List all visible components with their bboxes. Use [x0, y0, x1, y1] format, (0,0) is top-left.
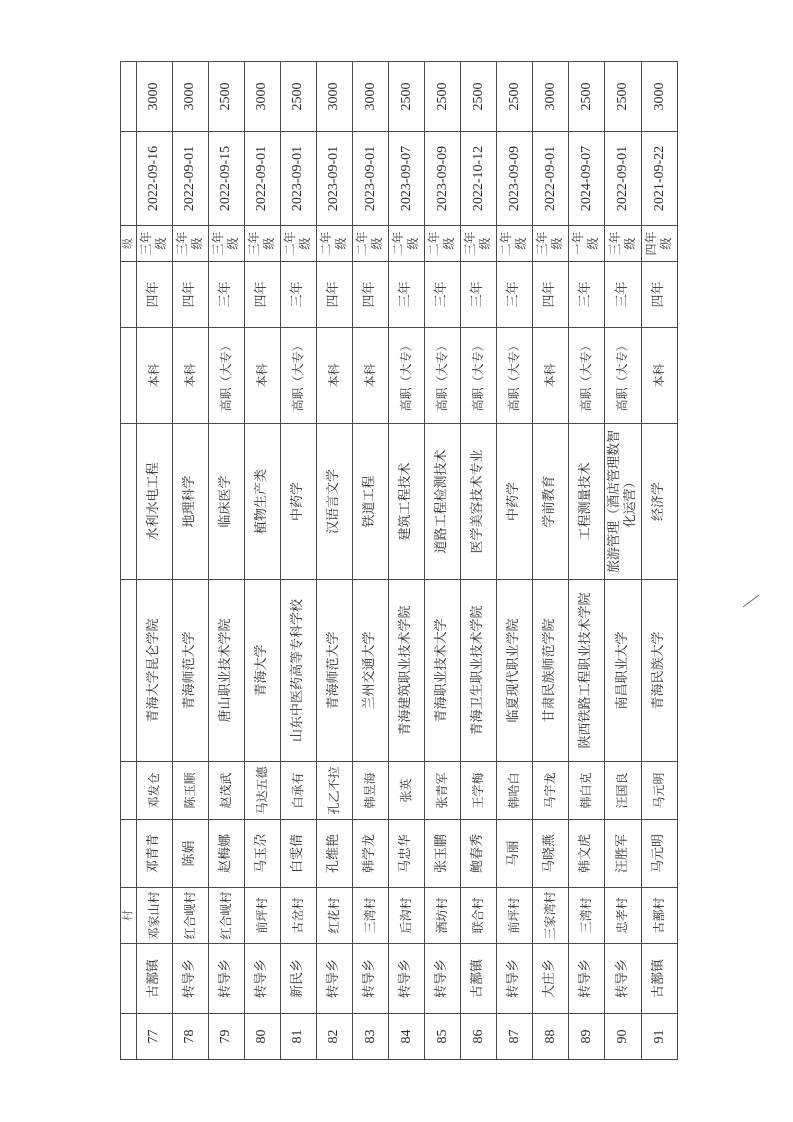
subsidy-table: [120, 61, 678, 1060]
village-cell: 红花村: [316, 888, 352, 944]
enroll-date-cell: 2023-09-01: [316, 132, 352, 226]
education-level-cell: 高职（大专）: [424, 328, 460, 424]
header-cell: [121, 762, 137, 820]
enroll-date-cell: 2022-09-01: [244, 132, 280, 226]
row-number: 82: [316, 1014, 352, 1060]
town-cell: 新民乡: [280, 944, 316, 1014]
village-cell: 古鄯村: [641, 888, 677, 944]
enroll-date-cell: 2022-10-12: [460, 132, 496, 226]
table-row: [568, 62, 604, 1060]
school-cell: 山东中医药高等专科学校: [280, 580, 316, 762]
grade-cell: 二年级: [388, 226, 424, 262]
student-name-cell: 马晓燕: [532, 820, 568, 888]
town-cell: 转导乡: [352, 944, 388, 1014]
town-cell: 转导乡: [208, 944, 244, 1014]
table-row: [172, 62, 208, 1060]
amount-cell: 2500: [424, 62, 460, 132]
header-cell: [121, 424, 137, 580]
grade-cell: 二年级: [424, 226, 460, 262]
town-cell: 转导乡: [172, 944, 208, 1014]
row-number: 80: [244, 1014, 280, 1060]
table-body: [121, 62, 678, 1060]
town-cell: 转导乡: [244, 944, 280, 1014]
amount-cell: 3000: [532, 62, 568, 132]
program-length-cell: 四年: [641, 262, 677, 328]
grade-cell: 三年级: [244, 226, 280, 262]
enroll-date-cell: 2022-09-15: [208, 132, 244, 226]
school-cell: 青海大学昆仑学院: [136, 580, 172, 762]
header-cell: [121, 580, 137, 762]
student-name-cell: 马丽: [496, 820, 532, 888]
header-cell: [121, 132, 137, 226]
student-name-cell: 马忠华: [388, 820, 424, 888]
major-cell: 地理科学: [172, 424, 208, 580]
program-length-cell: 四年: [532, 262, 568, 328]
enroll-date-cell: 2022-09-01: [604, 132, 641, 226]
table-row: [604, 62, 641, 1060]
table-row: [496, 62, 532, 1060]
student-name-cell: 白雯倩: [280, 820, 316, 888]
major-cell: 汉语言文学: [316, 424, 352, 580]
town-cell: 转导乡: [604, 944, 641, 1014]
village-cell: 酒坊村: [424, 888, 460, 944]
education-level-cell: 本科: [136, 328, 172, 424]
program-length-cell: 三年: [604, 262, 641, 328]
row-number: 77: [136, 1014, 172, 1060]
education-level-cell: 高职（大专）: [568, 328, 604, 424]
town-cell: 转导乡: [568, 944, 604, 1014]
program-length-cell: 四年: [172, 262, 208, 328]
education-level-cell: 高职（大专）: [460, 328, 496, 424]
program-length-cell: 三年: [280, 262, 316, 328]
town-cell: 古鄯镇: [460, 944, 496, 1014]
row-number: 88: [532, 1014, 568, 1060]
student-name-cell: 赵梅娜: [208, 820, 244, 888]
grade-cell: 二年级: [316, 226, 352, 262]
education-level-cell: 高职（大专）: [496, 328, 532, 424]
major-cell: 临床医学: [208, 424, 244, 580]
education-level-cell: 本科: [172, 328, 208, 424]
school-cell: 青海建筑职业技术学院: [388, 580, 424, 762]
village-cell: 三湾村: [352, 888, 388, 944]
major-cell: 铁道工程: [352, 424, 388, 580]
student-name-cell: 陈娟: [172, 820, 208, 888]
row-number: 90: [604, 1014, 641, 1060]
row-number: 78: [172, 1014, 208, 1060]
major-cell: 经济学: [641, 424, 677, 580]
village-cell: 前坪村: [244, 888, 280, 944]
parent-name-cell: 张青军: [424, 762, 460, 820]
town-cell: 古鄯镇: [136, 944, 172, 1014]
education-level-cell: 本科: [352, 328, 388, 424]
school-cell: 临夏现代职业学院: [496, 580, 532, 762]
row-number: 87: [496, 1014, 532, 1060]
header-cell: [121, 1014, 137, 1060]
program-length-cell: 三年: [424, 262, 460, 328]
town-cell: 大庄乡: [532, 944, 568, 1014]
parent-name-cell: 马达五德: [244, 762, 280, 820]
grade-cell: 二年级: [280, 226, 316, 262]
header-cell: [121, 328, 137, 424]
education-level-cell: 本科: [532, 328, 568, 424]
grade-cell: 三年级: [172, 226, 208, 262]
parent-name-cell: 韩哈白: [496, 762, 532, 820]
major-cell: 中药学: [496, 424, 532, 580]
town-cell: 转导乡: [388, 944, 424, 1014]
major-cell: 医学美容技术专业: [460, 424, 496, 580]
town-cell: 转导乡: [316, 944, 352, 1014]
town-cell: 转导乡: [496, 944, 532, 1014]
grade-cell: 一年级: [568, 226, 604, 262]
education-level-cell: 本科: [244, 328, 280, 424]
amount-cell: 2500: [460, 62, 496, 132]
enroll-date-cell: 2024-09-07: [568, 132, 604, 226]
village-cell: 三家湾村: [532, 888, 568, 944]
program-length-cell: 四年: [352, 262, 388, 328]
amount-cell: 3000: [352, 62, 388, 132]
header-cell: [121, 944, 137, 1014]
parent-name-cell: 陈玉顺: [172, 762, 208, 820]
education-level-cell: 高职（大专）: [208, 328, 244, 424]
program-length-cell: 三年: [568, 262, 604, 328]
row-number: 83: [352, 1014, 388, 1060]
header-cell: [121, 62, 137, 132]
student-name-cell: 孔维艳: [316, 820, 352, 888]
student-name-cell: 张玉鹏: [424, 820, 460, 888]
student-name-cell: 韩文虎: [568, 820, 604, 888]
village-cell: 古岔村: [280, 888, 316, 944]
village-cell: 红合岘村: [172, 888, 208, 944]
grade-cell: 三年级: [604, 226, 641, 262]
enroll-date-cell: 2022-09-16: [136, 132, 172, 226]
program-length-cell: 四年: [136, 262, 172, 328]
rotated-table-wrapper: [120, 62, 678, 1060]
grade-cell: 二年级: [496, 226, 532, 262]
amount-cell: 2500: [280, 62, 316, 132]
town-cell: 古鄯镇: [641, 944, 677, 1014]
school-cell: 甘肃民族师范学院: [532, 580, 568, 762]
school-cell: 青海职业技术大学: [424, 580, 460, 762]
enroll-date-cell: 2023-09-09: [424, 132, 460, 226]
program-length-cell: 三年: [460, 262, 496, 328]
program-length-cell: 四年: [244, 262, 280, 328]
education-level-cell: 高职（大专）: [388, 328, 424, 424]
enroll-date-cell: 2023-09-09: [496, 132, 532, 226]
table-row: [244, 62, 280, 1060]
grade-cell: 二年级: [352, 226, 388, 262]
row-number: 81: [280, 1014, 316, 1060]
town-cell: 转导乡: [424, 944, 460, 1014]
parent-name-cell: 张英: [388, 762, 424, 820]
row-number: 89: [568, 1014, 604, 1060]
parent-name-cell: 王学梅: [460, 762, 496, 820]
table-row: [280, 62, 316, 1060]
row-number: 91: [641, 1014, 677, 1060]
student-name-cell: 邓青青: [136, 820, 172, 888]
major-cell: 植物生产类: [244, 424, 280, 580]
parent-name-cell: 孔乙不拉: [316, 762, 352, 820]
header-cell: [121, 262, 137, 328]
table-row: [641, 62, 677, 1060]
school-cell: 南昌职业大学: [604, 580, 641, 762]
student-name-cell: 马玉尕: [244, 820, 280, 888]
amount-cell: 3000: [316, 62, 352, 132]
row-number: 84: [388, 1014, 424, 1060]
major-cell: 工程测量技术: [568, 424, 604, 580]
header-grade: 级: [121, 226, 137, 262]
school-cell: 兰州交通大学: [352, 580, 388, 762]
program-length-cell: 三年: [388, 262, 424, 328]
grade-cell: 四年级: [641, 226, 677, 262]
village-cell: 联合村: [460, 888, 496, 944]
amount-cell: 3000: [244, 62, 280, 132]
grade-cell: 三年级: [460, 226, 496, 262]
row-number: 85: [424, 1014, 460, 1060]
student-name-cell: 韩学龙: [352, 820, 388, 888]
header-cell: [121, 820, 137, 888]
school-cell: 青海卫生职业技术学院: [460, 580, 496, 762]
major-cell: 水利水电工程: [136, 424, 172, 580]
parent-name-cell: 汪国良: [604, 762, 641, 820]
education-level-cell: 本科: [641, 328, 677, 424]
school-cell: 唐山职业技术学院: [208, 580, 244, 762]
header-row: [121, 62, 137, 1060]
parent-name-cell: 赵茂武: [208, 762, 244, 820]
major-cell: 建筑工程技术: [388, 424, 424, 580]
village-cell: 前坪村: [496, 888, 532, 944]
student-name-cell: 马元明: [641, 820, 677, 888]
table-row: [208, 62, 244, 1060]
pen-mark: [742, 594, 760, 608]
table-row: [388, 62, 424, 1060]
village-cell: 邓家山村: [136, 888, 172, 944]
program-length-cell: 三年: [208, 262, 244, 328]
parent-name-cell: 白承有: [280, 762, 316, 820]
enroll-date-cell: 2023-09-01: [280, 132, 316, 226]
amount-cell: 3000: [641, 62, 677, 132]
program-length-cell: 三年: [496, 262, 532, 328]
grade-cell: 三年级: [532, 226, 568, 262]
amount-cell: 2500: [208, 62, 244, 132]
major-cell: 道路工程检测技术: [424, 424, 460, 580]
table-row: [136, 62, 172, 1060]
village-cell: 三湾村: [568, 888, 604, 944]
enroll-date-cell: 2021-09-22: [641, 132, 677, 226]
education-level-cell: 本科: [316, 328, 352, 424]
program-length-cell: 四年: [316, 262, 352, 328]
grade-cell: 三年级: [136, 226, 172, 262]
village-cell: 后沟村: [388, 888, 424, 944]
table-row: [352, 62, 388, 1060]
education-level-cell: 高职（大专）: [280, 328, 316, 424]
amount-cell: 2500: [388, 62, 424, 132]
parent-name-cell: 韩白克: [568, 762, 604, 820]
student-name-cell: 鲍春秀: [460, 820, 496, 888]
header-village: 村: [121, 888, 137, 944]
major-cell: 学前教育: [532, 424, 568, 580]
enroll-date-cell: 2023-09-07: [388, 132, 424, 226]
school-cell: 青海大学: [244, 580, 280, 762]
enroll-date-cell: 2023-09-01: [352, 132, 388, 226]
amount-cell: 2500: [496, 62, 532, 132]
amount-cell: 2500: [604, 62, 641, 132]
enroll-date-cell: 2022-09-01: [172, 132, 208, 226]
table-row: [532, 62, 568, 1060]
parent-name-cell: 马宇龙: [532, 762, 568, 820]
parent-name-cell: 韩昱海: [352, 762, 388, 820]
parent-name-cell: 邓发仓: [136, 762, 172, 820]
parent-name-cell: 马元明: [641, 762, 677, 820]
school-cell: 陕西铁路工程职业技术学院: [568, 580, 604, 762]
row-number: 86: [460, 1014, 496, 1060]
row-number: 79: [208, 1014, 244, 1060]
enroll-date-cell: 2022-09-01: [532, 132, 568, 226]
school-cell: 青海师范大学: [172, 580, 208, 762]
amount-cell: 3000: [172, 62, 208, 132]
village-cell: 忠孝村: [604, 888, 641, 944]
amount-cell: 2500: [568, 62, 604, 132]
education-level-cell: 高职（大专）: [604, 328, 641, 424]
table-row: [460, 62, 496, 1060]
major-cell: 中药学: [280, 424, 316, 580]
amount-cell: 3000: [136, 62, 172, 132]
village-cell: 红合岘村: [208, 888, 244, 944]
school-cell: 青海师范大学: [316, 580, 352, 762]
table-row: [316, 62, 352, 1060]
student-name-cell: 汪胜军: [604, 820, 641, 888]
school-cell: 青海民族大学: [641, 580, 677, 762]
major-cell: 旅游管理（酒店管理数智化运营）: [604, 424, 641, 580]
grade-cell: 三年级: [208, 226, 244, 262]
table-row: [424, 62, 460, 1060]
